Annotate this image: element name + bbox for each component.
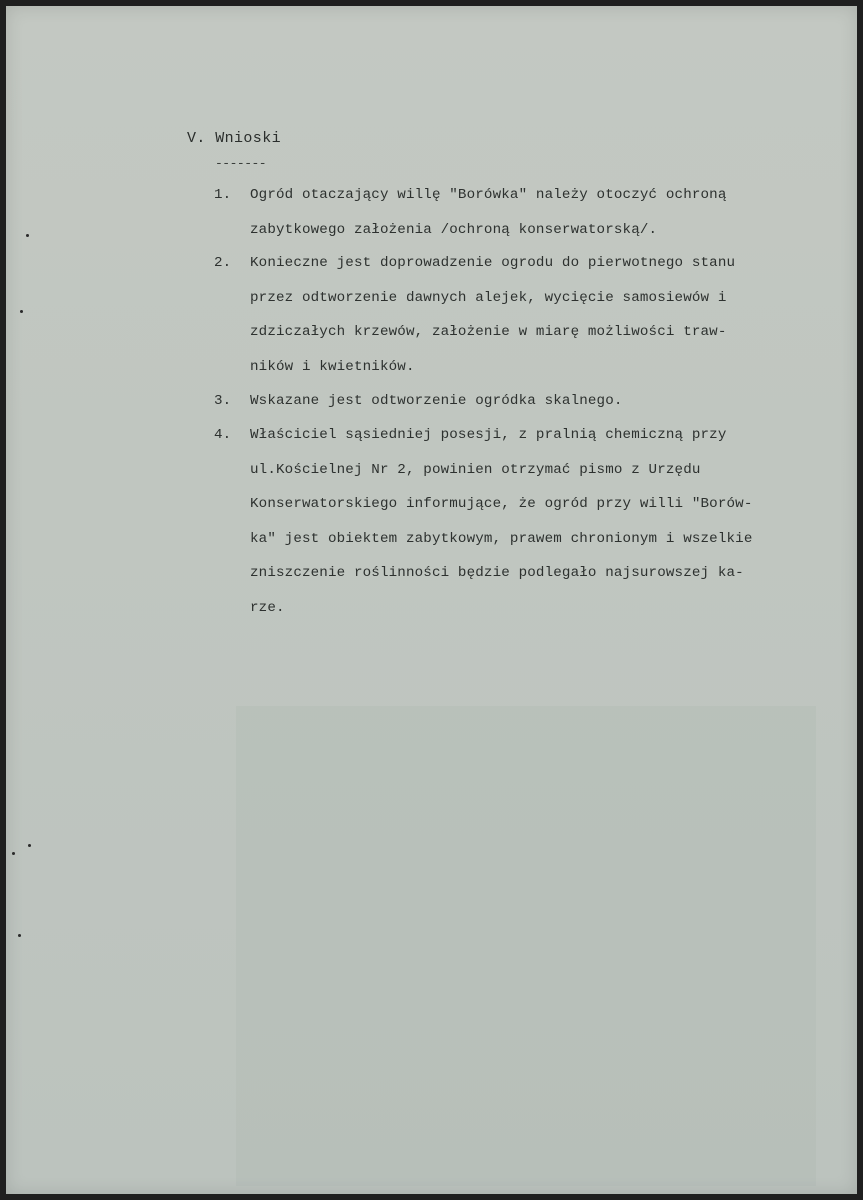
item-number: 3.	[214, 393, 232, 409]
item-line: Ogród otaczający willę "Borówka" należy otoczyć ochroną	[250, 187, 727, 203]
item-line: zniszczenie roślinności będzie podlegało najsurowszej ka-	[250, 565, 744, 581]
item-number: 2.	[214, 255, 232, 271]
list-item-3	[214, 384, 844, 419]
item-line: Konserwatorskiego informujące, że ogród przy willi "Borów-	[250, 496, 753, 512]
item-number: 4.	[214, 427, 232, 443]
list-item-2	[214, 246, 844, 384]
list-item-4	[214, 418, 844, 625]
item-line: zabytkowego założenia /ochroną konserwatorską/.	[250, 221, 658, 238]
paper-speck	[12, 852, 15, 855]
item-line: ników i kwietników.	[250, 358, 415, 375]
item-line: ka" jest obiektem zabytkowym, prawem chronionym i wszelkie	[250, 530, 753, 547]
item-line: Właściciel sąsiedniej posesji, z pralnią chemiczną przy	[250, 427, 727, 443]
item-line: Wskazane jest odtworzenie ogródka skalnego.	[250, 393, 623, 409]
item-line: rze.	[250, 599, 285, 616]
item-number: 1.	[214, 187, 232, 203]
item-line: ul.Kościelnej Nr 2, powinien otrzymać pismo z Urzędu	[250, 461, 701, 478]
section-heading: V. Wnioski	[187, 130, 282, 147]
heading-underline: -------	[215, 156, 267, 171]
item-line: przez odtworzenie dawnych alejek, wycięcie samosiewów i	[250, 289, 727, 306]
item-line: Konieczne jest doprowadzenie ogrodu do pierwotnego stanu	[250, 255, 736, 271]
paper-speck	[28, 844, 31, 847]
paper-speck	[20, 310, 23, 313]
paper-speck	[18, 934, 21, 937]
item-line: zdziczałych krzewów, założenie w miarę możliwości traw-	[250, 324, 727, 340]
list-item-1	[214, 178, 844, 247]
paper-speck	[26, 234, 29, 237]
document-page	[6, 6, 857, 1194]
